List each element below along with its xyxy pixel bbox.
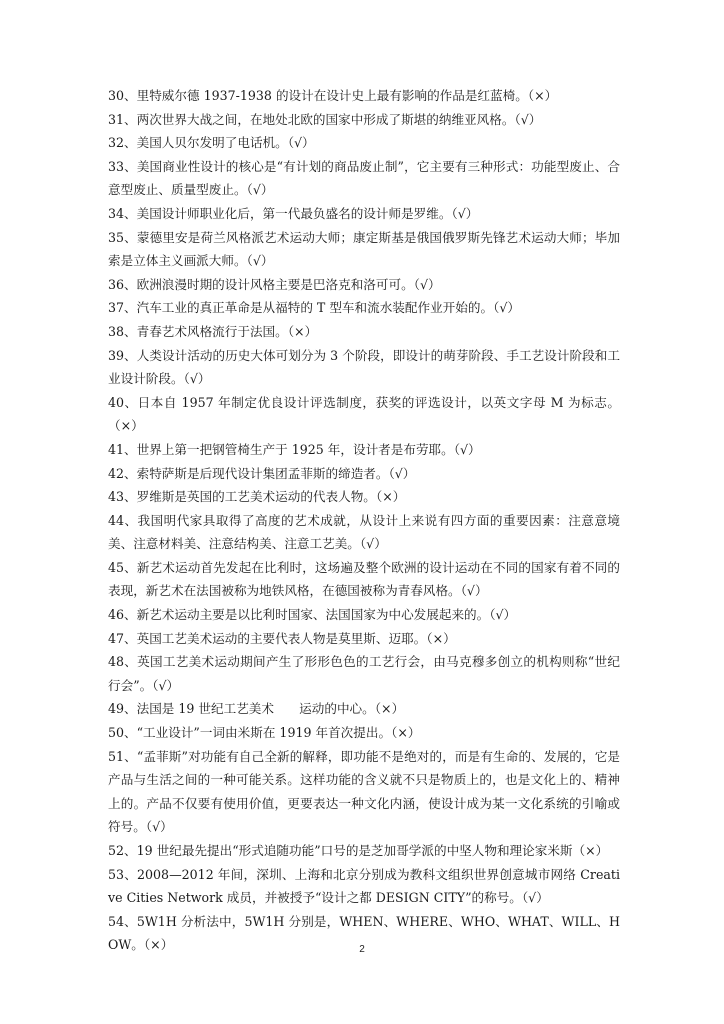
list-item: 31、两次世界大战之间，在地处北欧的国家中形成了斯堪的纳维亚风格。（√） (108, 111, 542, 127)
list-item: 37、汽车工业的真正革命是从福特的 T 型车和流水装配作业开始的。（√） (108, 300, 520, 316)
list-item: 34、美国设计师职业化后，第一代最负盛名的设计师是罗维。（√） (108, 205, 479, 221)
list-item: 30、里特威尔德 1937-1938 的设计在设计史上最有影响的作品是红蓝椅。（×） (108, 88, 558, 103)
list-item: 40、日本自 1957 年制定优良设计评选制度，获奖的评选设计，以英文字母 M 为标志。（×） (108, 394, 620, 434)
list-item: 39、人类设计活动的历史大体可划分为 3 个阶段，即设计的萌芽阶段、手工艺设计阶段和工业设计阶段。（√） (108, 347, 620, 387)
list-item: 32、美国人贝尔发明了电话机。（√） (108, 135, 315, 151)
list-item: 54、5W1H 分析法中，5W1H 分别是，WHEN、WHERE、WHO、WHAT、WILL、HOW。（×） (108, 913, 620, 953)
list-item: 36、欧洲浪漫时期的设计风格主要是巴洛克和洛可可。（√） (108, 276, 441, 292)
list-item: 45、新艺术运动首先发起在比利时，这场遍及整个欧洲的设计运动在不同的国家有着不同的表现，新艺术在法国被称为地铁风格，在德国被称为青春风格。（√） (108, 559, 620, 599)
list-item: 44、我国明代家具取得了高度的艺术成就，从设计上来说有四方面的重要因素：注意意境美、注意材料美、注意结构美、注意工艺美。（√） (108, 512, 620, 552)
list-item: 41、世界上第一把钢管椅生产于 1925 年，设计者是布劳耶。（√） (108, 441, 481, 457)
list-item: 50、“工业设计”一词由米斯在 1919 年首次提出。（×） (108, 725, 421, 741)
list-item: 53、2008—2012 年间，深圳、上海和北京分别成为教科文组织世界创意城市网络 Creative Cities Network 成员，并被授予“设计之都 DESIGN CITY”的称号。（√） (108, 866, 620, 906)
question-list (108, 84, 620, 957)
list-item: 33、美国商业性设计的核心是“有计划的商品废止制”，它主要有三种形式：功能型废止、合意型废止、质量型废止。（√） (108, 158, 620, 198)
list-item: 46、新艺术运动主要是以比利时国家、法国国家为中心发展起来的。（√） (108, 607, 517, 623)
list-item: 35、蒙德里安是荷兰风格派艺术运动大师；康定斯基是俄国俄罗斯先锋艺术运动大师；毕加索是立体主义画派大师。（√） (108, 229, 620, 269)
list-item: 43、罗维斯是英国的工艺美术运动的代表人物。（×） (108, 489, 406, 505)
list-item: 42、索特萨斯是后现代设计集团孟菲斯的缔造者。（√） (108, 465, 416, 481)
list-item: 48、英国工艺美术运动期间产生了形形色色的工艺行会，由马克穆多创立的机构则称“世纪行会”。（√） (108, 654, 620, 693)
list-item: 51、“孟菲斯”对功能有自己全新的解释，即功能不是绝对的，而是有生命的、发展的，它是产品与生活之间的一种可能关系。这样功能的含义就不只是物质上的，也是文化上的、精神上的。产品不仅要有使用价值，更要表达一种文化内涵，使设计成为某一文化系统的引喻或符号。（√） (108, 748, 620, 835)
list-item: 47、英国工艺美术运动的主要代表人物是莫里斯、迈耶。（×） (108, 630, 456, 646)
list-item: 52、19 世纪最先提出“形式追随功能”口号的是芝加哥学派的中坚人物和理论家米斯（×） (108, 843, 609, 858)
list-item: 38、青春艺术风格流行于法国。（×） (108, 323, 318, 339)
list-item: 49、法国是 19 世纪工艺美术 运动的中心。（×） (108, 701, 405, 717)
page-number: 2 (359, 944, 365, 955)
